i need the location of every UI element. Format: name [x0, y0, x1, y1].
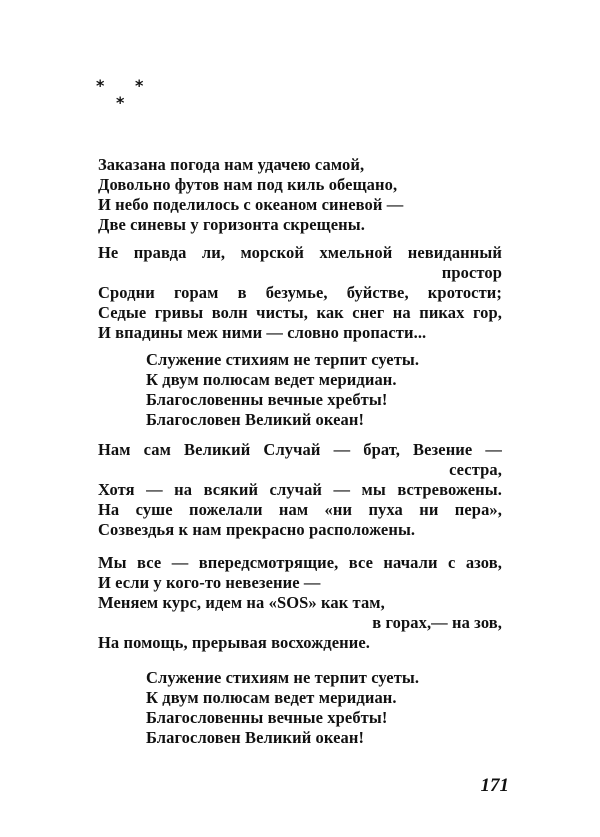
section-asterism — [96, 78, 156, 118]
poem-line: Нам сам Великий Случай — брат, Везение — — [98, 440, 502, 459]
poem-line: Созвездья к нам прекрасно расположены. — [98, 520, 416, 539]
poem-line: Довольно футов нам под киль обещано, — [98, 175, 398, 194]
poem-line: Две синевы у горизонта скрещены. — [98, 215, 365, 234]
refrain-line: К двум полюсам ведет меридиан. — [146, 370, 397, 389]
poem-line: Не правда ли, морской хмельной невиданный — [98, 243, 502, 262]
refrain-line: Благословенны вечные хребты! — [146, 390, 388, 409]
poem-line: Хотя — на всякий случай — мы встревожены. — [98, 480, 502, 499]
poem-line-continuation: сестра, — [449, 460, 502, 479]
asterism-star: * — [135, 76, 144, 95]
poem-line: Мы все — впередсмотрящие, все начали с азов, — [98, 553, 502, 572]
poem-line: И небо поделилось с океаном синевой — — [98, 195, 404, 214]
refrain-line: Благословен Великий океан! — [146, 728, 365, 747]
refrain-line: Служение стихиям не терпит суеты. — [146, 668, 420, 687]
poem-line-continuation: простор — [441, 263, 502, 282]
poem-line: И впадины меж ними — словно пропасти... — [98, 323, 427, 342]
refrain-line: Служение стихиям не терпит суеты. — [146, 350, 420, 369]
poem-line: Меняем курс, идем на «SOS» как там, — [98, 593, 385, 612]
poem-line: И если у кого-то невезение — — [98, 573, 321, 592]
poem-line: Заказана погода нам удачею самой, — [98, 155, 365, 174]
refrain-line: К двум полюсам ведет меридиан. — [146, 688, 397, 707]
poem-line: Седые гривы волн чисты, как снег на пиках гор, — [98, 303, 502, 322]
poem-line-continuation: в горах,— на зов, — [372, 613, 502, 632]
page-number: 171 — [480, 775, 509, 796]
poem-line: На помощь, прерывая восхождение. — [98, 633, 371, 652]
poem-line: На суше пожелали нам «ни пуха ни пера», — [98, 500, 502, 519]
asterism-star: * — [116, 93, 125, 112]
refrain-line: Благословенны вечные хребты! — [146, 708, 388, 727]
poem-line: Сродни горам в безумье, буйстве, кротости; — [98, 283, 502, 302]
asterism-star: * — [96, 76, 105, 95]
refrain-line: Благословен Великий океан! — [146, 410, 365, 429]
